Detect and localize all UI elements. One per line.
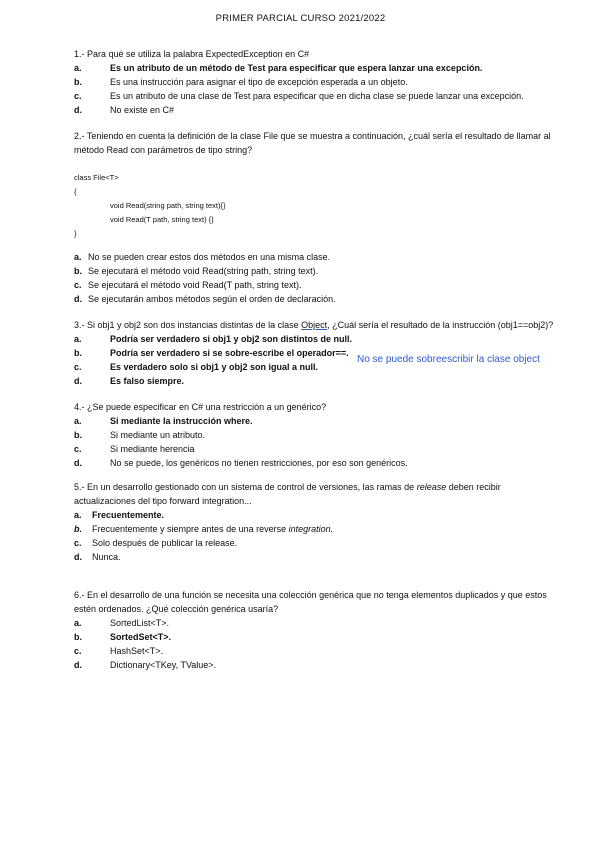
question-4: [74, 400, 554, 470]
question-2-option-c: c. Se ejecutará el método void Read(T path, string text).: [74, 280, 302, 290]
question-1-text: 1.- Para qué se utiliza la palabra ExpectedException en C#: [74, 49, 310, 59]
question-6-option-b: b. SortedSet<T>.: [74, 632, 172, 642]
question-4-option-b: b. Si mediante un atributo.: [74, 430, 206, 440]
question-4-option-d: d. No se puede, los genéricos no tienen restricciones, por eso son genéricos.: [74, 458, 408, 468]
question-3-option-b: b. Podría ser verdadero si se sobre-escribe el operador==.: [74, 348, 349, 358]
question-2-option-d: d. Se ejecutarán ambos métodos según el orden de declaración.: [74, 294, 336, 304]
question-4-option-c: c. Si mediante herencia: [74, 444, 195, 454]
handwritten-note: No se puede sobreescribir la clase object: [357, 354, 540, 365]
question-3-option-d: d. Es falso siempre.: [74, 376, 185, 386]
question-3-text: 3.- Si obj1 y obj2 son dos instancias distintas de la clase Object, ¿Cuál sería el resultado de la instrucción (obj1==obj2)?: [74, 320, 554, 330]
question-6-option-c: c. HashSet<T>.: [74, 646, 164, 656]
question-2-text: 2.- Teniendo en cuenta la definición de la clase File que se muestra a continuación, ¿cuál sería el resultado de llamar al método Read con parámetros de tipo string?: [74, 131, 551, 155]
question-2: [74, 129, 554, 157]
question-3-option-c: c. Es verdadero solo si obj1 y obj2 son igual a null.: [74, 362, 319, 372]
question-3: [74, 318, 564, 388]
page-title: PRIMER PARCIAL CURSO 2021/2022: [215, 13, 386, 24]
question-6-option-d: d. Dictionary<TKey, TValue>.: [74, 660, 217, 670]
question-4-text: 4.- ¿Se puede especificar en C# una restricción a un genérico?: [74, 402, 327, 412]
question-4-option-a: a. Si mediante la instrucción where.: [74, 416, 253, 426]
question-1-option-b: b. Es una instrucción para asignar el tipo de excepción esperada a un objeto.: [74, 77, 408, 87]
question-5-option-d: d. Nunca.: [74, 552, 121, 562]
question-2-option-b: b. Se ejecutará el método void Read(string path, string text).: [74, 266, 319, 276]
question-1-option-a: a. Es un atributo de un método de Test para especificar que espera lanzar una excepción.: [74, 63, 483, 73]
question-2-option-a: a. No se pueden crear estos dos métodos en una misma clase.: [74, 252, 331, 262]
question-6-option-a: a. SortedList<T>.: [74, 618, 170, 628]
question-5-text: 5.- En un desarrollo gestionado con un sistema de control de versiones, las ramas de release deben recibir actualizaciones del tipo forward integration...: [74, 482, 501, 506]
question-6-text: 6.- En el desarrollo de una función se necesita una colección genérica que no tenga elementos duplicados y que estos estén ordenados. ¿Qué colección genérica usaría?: [74, 590, 547, 614]
question-5-option-b: b. Frecuentemente y siempre antes de una reverse integration.: [74, 524, 334, 534]
question-6: [74, 588, 554, 672]
question-1: [74, 47, 554, 117]
code-block: class File<T> { void Read(string path, string text){} void Read(T path, string text) {} }: [74, 173, 226, 238]
question-5-option-a: a. Frecuentemente.: [74, 510, 165, 520]
question-2-options: [74, 250, 554, 306]
question-3-option-a: a. Podría ser verdadero si obj1 y obj2 son distintos de null.: [74, 334, 353, 344]
question-1-option-c: c. Es un atributo de una clase de Test para especificar que en dicha clase se puede lanzar una excepción.: [74, 91, 524, 101]
question-5: [74, 480, 554, 564]
question-5-option-c: c. Solo después de publicar la release.: [74, 538, 238, 548]
question-1-option-d: d. No existe en C#: [74, 105, 175, 115]
